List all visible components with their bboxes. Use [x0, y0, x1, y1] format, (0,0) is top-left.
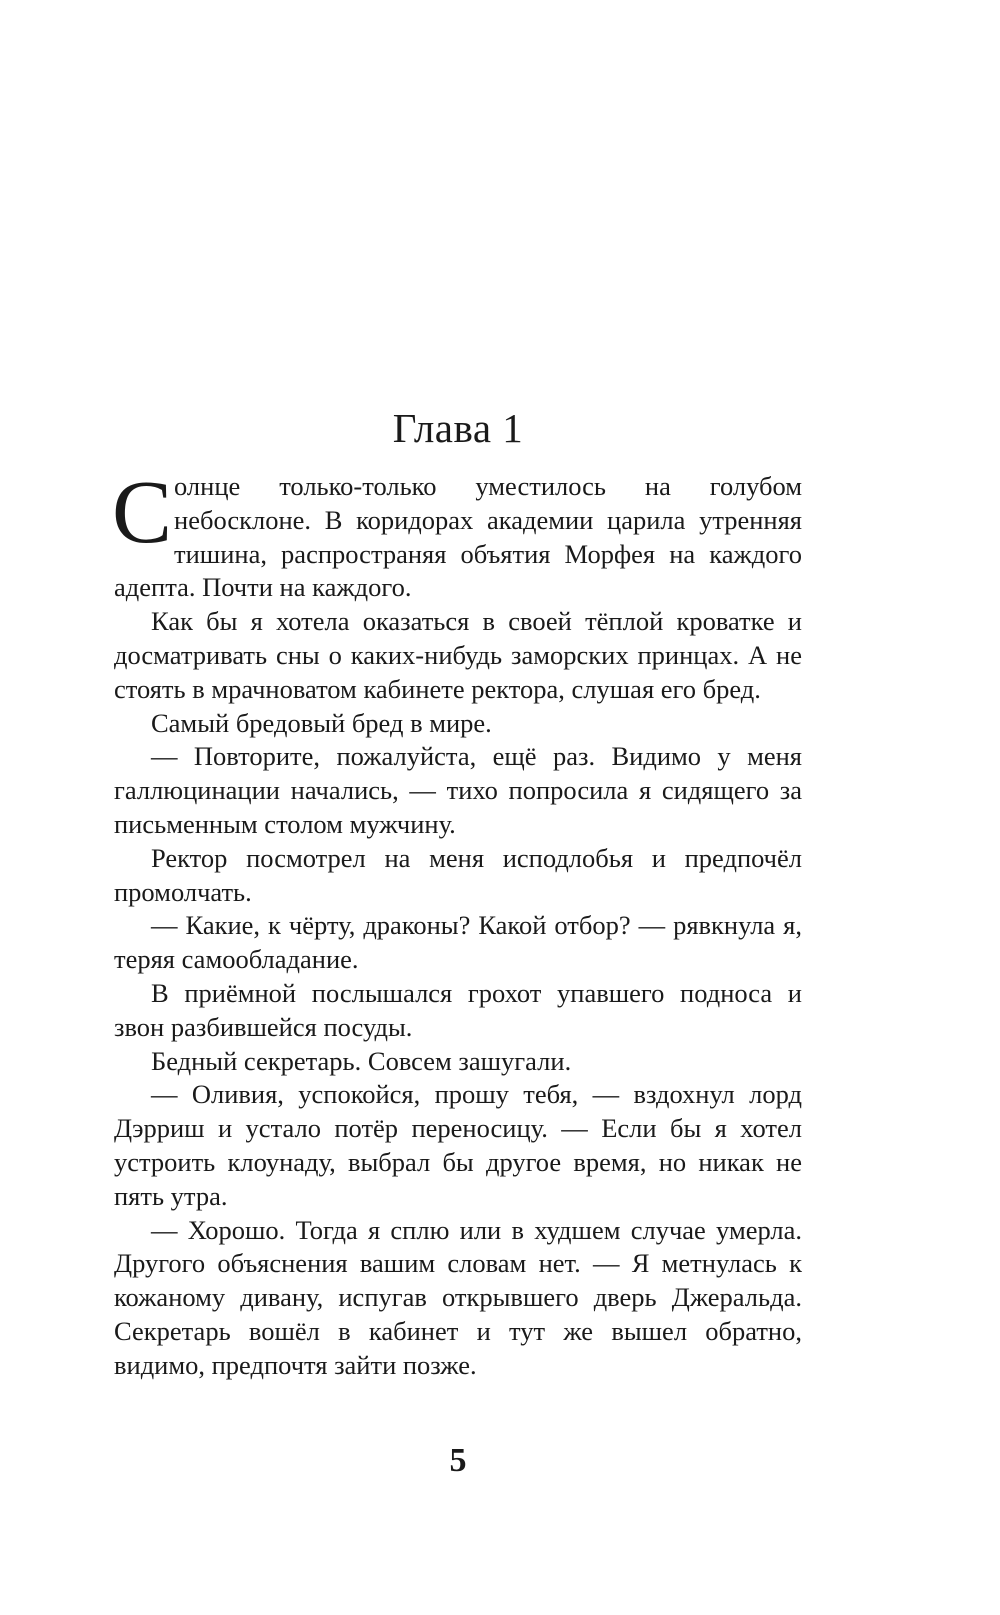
paragraph-3: Самый бредовый бред в мире.	[151, 707, 492, 738]
paragraph-6: — Какие, к чёрту, драконы? Какой отбор? — рявкнула я, теряя самообладание.	[114, 910, 802, 975]
paragraph-4: — Повторите, пожалуйста, ещё раз. Видимо у меня галлюцинации начались, — тихо попросила я сидящего за письменным столом мужчину.	[114, 741, 802, 839]
page-number: 5	[449, 1442, 467, 1479]
paragraph-5: Ректор посмотрел на меня исподлобья и предпочёл промолчать.	[114, 842, 802, 907]
drop-cap: С	[112, 463, 173, 562]
paragraph-10: — Хорошо. Тогда я сплю или в худшем случае умерла. Другого объяснения вашим словам нет. — Я метнулась к кожаному дивану, испугав открывшего дверь Джеральда. Секретарь вошёл в кабинет и тут же вышел обратно, видимо, предпочтя зайти позже.	[114, 1214, 802, 1380]
paragraph-7: В приёмной послышался грохот упавшего подноса и звон разбившейся посуды.	[114, 977, 802, 1042]
paragraph-2: Как бы я хотела оказаться в своей тёплой кроватке и досматривать сны о каких-нибудь заморских принцах. А не стоять в мрачноватом кабинете ректора, слушая его бред.	[114, 606, 802, 704]
chapter-title: Глава 1	[392, 405, 524, 451]
paragraph-9: — Оливия, успокойся, прошу тебя, — вздохнул лорд Дэрриш и устало потёр переносицу. — Если бы я хотел устроить клоунаду, выбрал бы другое время, но никак не пять утра.	[114, 1079, 802, 1211]
paragraph-text: олнце только-только уместилось на голубом небосклоне. В коридорах академии царила утренняя тишина, распространяя объятия Морфея на каждого адепта. Почти на каждого.	[114, 471, 802, 603]
paragraph-8: Бедный секретарь. Совсем зашугали.	[151, 1045, 572, 1076]
paragraph-1	[112, 463, 802, 605]
chapter-body	[112, 463, 802, 1383]
